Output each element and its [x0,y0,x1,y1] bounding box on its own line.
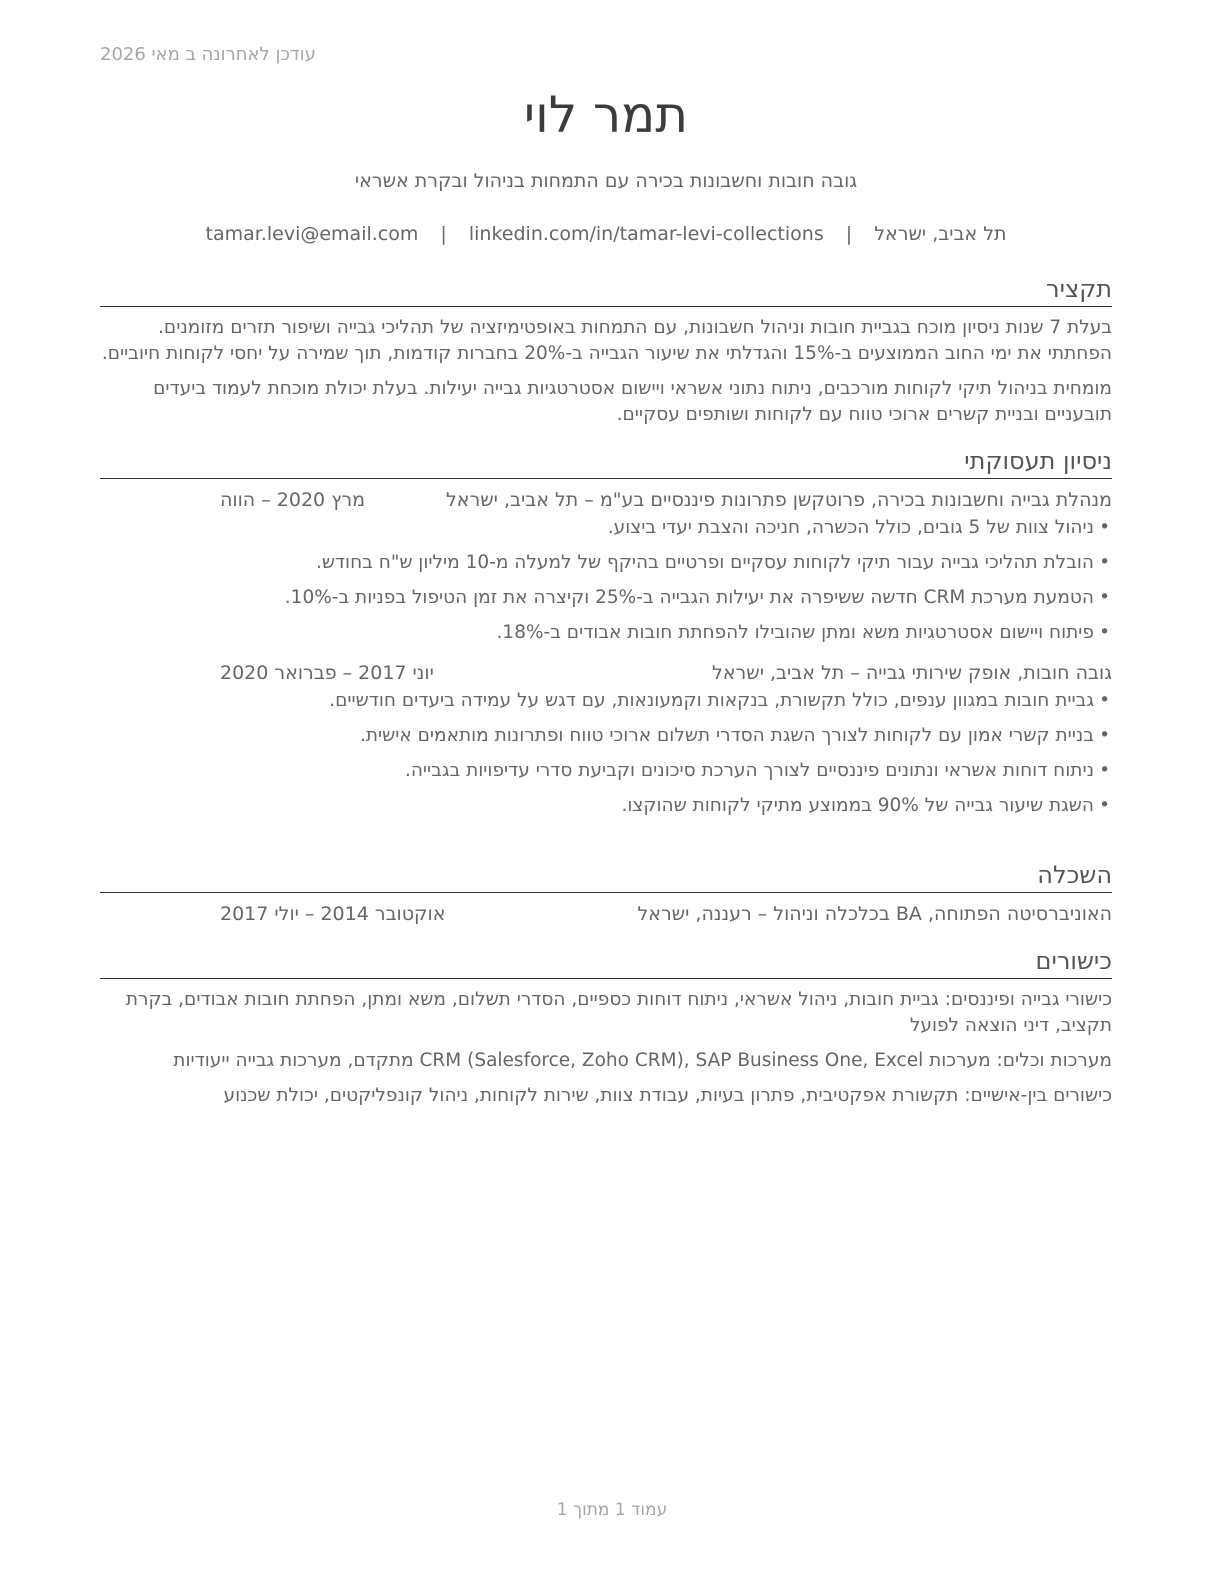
summary-paragraph: מומחית בניהול תיקי לקוחות מורכבים, ניתוח נתוני אשראי ויישום אסטרטגיות גבייה יעילות. בעלת יכולת מוכחת לעמוד ביעדים תובעניים ובניית קשרים ארוכי טווח עם לקוחות ושותפים עסקיים. [153,378,1112,425]
skills-line: כישורי גבייה ופיננסים: גביית חובות, ניהול אשראי, ניתוח דוחות כספיים, הסדרי תשלום, משא ומתן, הפחתת חובות אבודים, בקרת תקציב, דיני הוצאה לפועל [125,989,1112,1036]
skills-line: כישורים בין-אישיים: תקשורת אפקטיבית, פתרון בעיות, עבודת צוות, שירות לקוחות, ניהול קונפליקטים, יכולת שכנוע [223,1085,1112,1106]
job-header [100,487,1112,513]
candidate-tagline: גובה חובות וחשבונות בכירה עם התמחות בניהול ובקרת אשראי [354,170,858,192]
job-bullet: • השגת שיעור גבייה של 90% בממוצע מתיקי לקוחות שהוקצו. [100,793,1110,819]
bullet-icon: • [1099,517,1110,538]
bullet-icon: • [1099,725,1110,746]
section-title-skills: כישורים [100,946,1112,979]
job-bullet: • ניתוח דוחות אשראי ונתונים פיננסיים לצורך הערכת סיכונים וקביעת סדרי עדיפויות בגבייה. [100,758,1110,784]
bullet-icon: • [1099,552,1110,573]
skills-section [100,946,1112,1118]
bullet-icon: • [1099,795,1110,816]
job-role: מנהלת גבייה וחשבונות בכירה, פרוטקשן פתרונות פיננסיים בע"מ – תל אביב, ישראל [445,489,1112,511]
job-bullets [100,688,1112,819]
contact-location: תל אביב, ישראל [874,223,1007,245]
bullet-icon: • [1099,622,1110,643]
education-degree: האוניברסיטה הפתוחה, BA בכלכלה וניהול – רעננה, ישראל [637,903,1112,925]
contact-separator: | [440,223,447,245]
section-title-summary: תקציר [100,274,1112,307]
bullet-icon: • [1099,690,1110,711]
education-dates: אוקטובר 2014 – יולי 2017 [220,903,446,925]
job-bullet: • פיתוח ויישום אסטרטגיות משא ומתן שהובילו להפחתת חובות אבודים ב-18%. [100,620,1110,646]
contact-linkedin[interactable]: linkedin.com/in/tamar-levi-collections [468,223,824,245]
job-role: גובה חובות, אופק שירותי גבייה – תל אביב, ישראל [712,662,1112,684]
skills-line: מערכות וכלים: מערכות CRM (Salesforce, Zoho CRM), SAP Business One, Excel מתקדם, מערכות גבייה ייעודיות [173,1050,1112,1071]
contact-separator: | [845,223,853,245]
job-dates: מרץ 2020 – הווה [220,489,366,511]
job-bullet: • הטמעת מערכת CRM חדשה ששיפרה את יעילות הגבייה ב-25% וקיצרה את זמן הטיפול בפניות ב-10%. [100,585,1110,611]
job-header [100,660,1112,686]
experience-section [100,446,1112,828]
job-bullet: • גביית חובות במגוון ענפים, כולל תקשורת, בנקאות וקמעונאות, עם דגש על עמידה ביעדים חודשיים. [100,688,1110,714]
job-bullet: • ניהול צוות של 5 גובים, כולל הכשרה, חניכה והצבת יעדי ביצוע. [100,515,1110,541]
job-entry [100,487,1112,646]
job-bullet: • בניית קשרי אמון עם לקוחות לצורך השגת הסדרי תשלום ארוכי טווח ופתרונות מותאמים אישית. [100,723,1110,749]
last-updated-note: עודכן לאחרונה ב מאי 2026 [100,44,316,65]
job-bullet: • הובלת תהליכי גבייה עבור תיקי לקוחות עסקיים ופרטיים בהיקף של למעלה מ-10 מיליון ש"ח בחודש. [100,550,1110,576]
contact-line [100,223,1112,245]
job-dates: יוני 2017 – פברואר 2020 [220,662,434,684]
bullet-icon: • [1099,760,1110,781]
job-entry [100,660,1112,819]
section-title-experience: ניסיון תעסוקתי [100,446,1112,479]
education-entry [100,901,1112,927]
education-section [100,860,1112,927]
candidate-name: תמר לוי [523,86,689,144]
job-bullets [100,515,1112,646]
section-title-education: השכלה [100,860,1112,893]
summary-paragraph: בעלת 7 שנות ניסיון מוכח בגביית חובות וניהול חשבונות, עם התמחות באופטימיזציה של תהליכי גבייה ושיפור תזרים מזומנים. הפחתתי את ימי החוב הממוצעים ב-15% והגדלתי את שיעור הגבייה ב-20% בחברות קודמות, תוך שמירה על יחסי לקוחות חיוביים. [101,317,1112,364]
summary-section [100,274,1112,437]
page-number: עמוד 1 מתוך 1 [556,1500,668,1520]
bullet-icon: • [1099,587,1110,608]
contact-email[interactable]: tamar.levi@email.com [205,223,419,245]
